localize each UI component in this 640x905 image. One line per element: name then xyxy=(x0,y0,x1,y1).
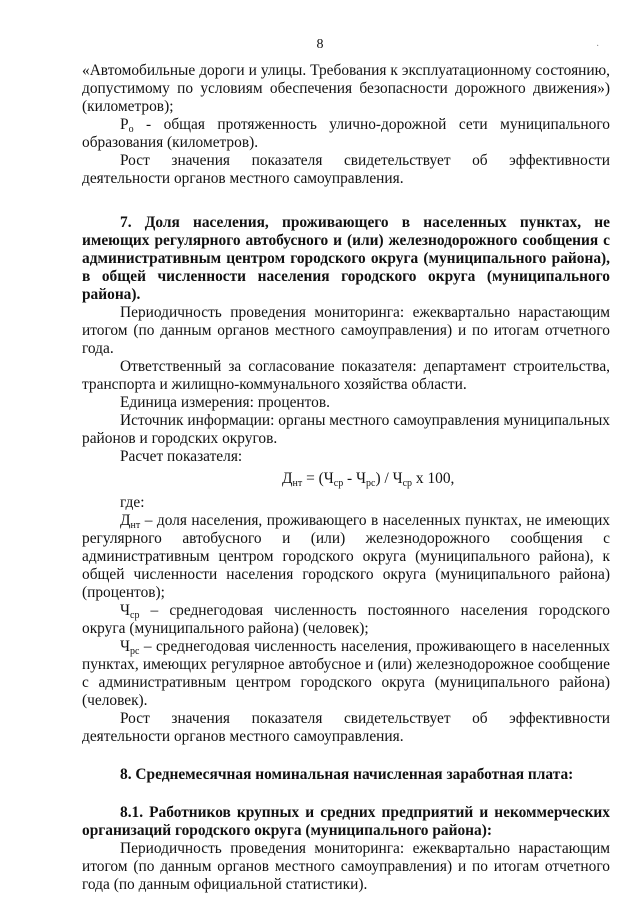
definition-chsr: $Ч_{ср}$ – среднегодовая численность постоянного населения городского округа (муниципального района) (человек); xyxy=(82,602,610,637)
paragraph-periodicity-2: Периодичность проведения мониторинга: ежеквартально нарастающим итогом (по данным органов местного самоуправления) и по итогам отчетного года (по данным официальной статистики). xyxy=(82,840,610,893)
paragraph-source: Источник информации: органы местного самоуправления муниципальных районов и городских округов. xyxy=(82,412,610,447)
paragraph-growth-note-2: Рост значения показателя свидетельствует об эффективности деятельности органов местного самоуправления. xyxy=(82,710,610,745)
paragraph-periodicity: Периодичность проведения мониторинга: ежеквартально нарастающим итогом (по данным органов местного самоуправления) и по итогам отчетного года. xyxy=(82,304,610,357)
paragraph-road-standard: «Автомобильные дороги и улицы. Требования к эксплуатационному состоянию, допустимому по условиям обеспечения безопасности дорожного движения») (километров); xyxy=(82,62,610,115)
section-heading-8-1: 8.1. Работников крупных и средних предприятий и некоммерческих организаций городского округа (муниципального района): xyxy=(82,804,610,839)
paragraph-where: где: xyxy=(120,494,145,511)
paragraph-responsible: Ответственный за согласование показателя: департамент строительства, транспорта и жилищно-коммунального хозяйства области. xyxy=(82,358,610,393)
paragraph-unit: Единица измерения: процентов. xyxy=(120,394,330,411)
section-heading-8: 8. Среднемесячная номинальная начисленная заработная плата: xyxy=(120,766,574,783)
document-body xyxy=(82,62,610,894)
formula: $Д_{нт} = (Ч_{ср} - Ч_{рс}) / Ч_{ср}$ х 100, xyxy=(282,470,455,489)
page-number: 8 xyxy=(316,37,324,52)
paragraph-growth-note: Рост значения показателя свидетельствует об эффективности деятельности органов местного самоуправления. xyxy=(82,152,610,187)
paragraph-road-length: $Р_о$ - общая протяженность улично-дорожной сети муниципального образования (километров). xyxy=(82,116,610,151)
definition-dnt: $Д_{нт}$ – доля населения, проживающего в населенных пунктах, не имеющих регулярного автобусного и (или) железнодорожного сообщения с административным центром городского округа (муниципального района), к общей численности населения городского округа (муниципального района) (процентов); xyxy=(82,512,610,601)
paragraph-calc: Расчет показателя: xyxy=(120,448,243,465)
scan-dot: · xyxy=(596,41,600,52)
definition-chrs: $Ч_{рс}$ – среднегодовая численность населения, проживающего в населенных пунктах, имеющих регулярное автобусное и (или) железнодорожное сообщение с административным центром городского округа (муниципального района) (человек). xyxy=(82,638,610,709)
section-heading-7: 7. Доля населения, проживающего в населенных пунктах, не имеющих регулярного автобусного и (или) железнодорожного сообщения с административным центром городского округа (муниципального района), в общей численности населения городского округа (муниципального района). xyxy=(82,214,610,303)
